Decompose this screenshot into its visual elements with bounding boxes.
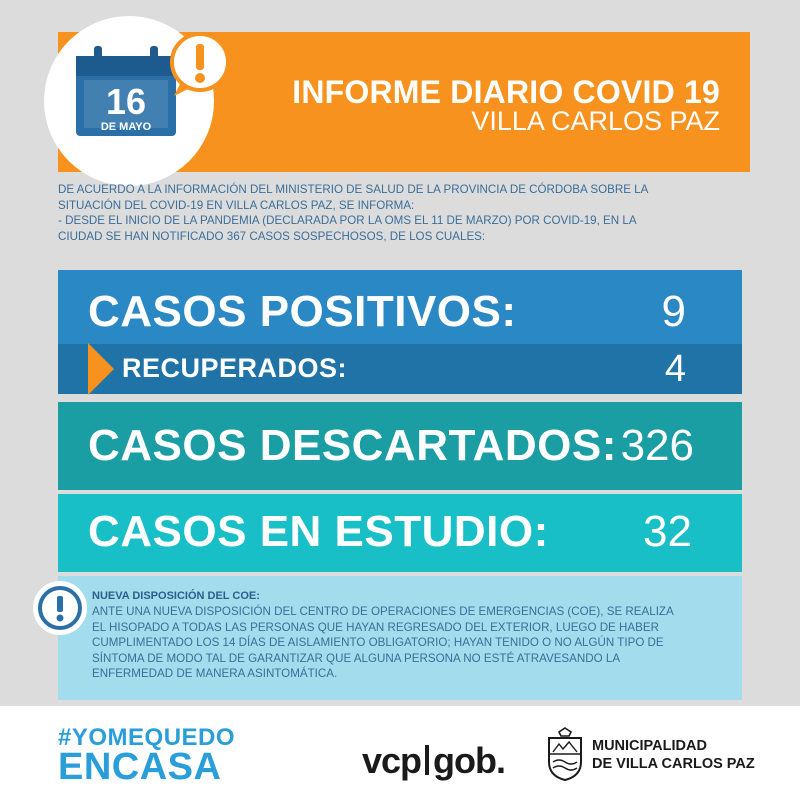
intro-line: DE ACUERDO A LA INFORMACIÓN DEL MINISTERIO DE SALUD DE LA PROVINCIA DE CÓRDOBA SOBRE LA — [58, 183, 649, 196]
notice-line: ENFERMEDAD DE MANERA ASINTOMÁTICA. — [92, 667, 338, 681]
notice-line: SÍNTOMA DE MODO TAL DE GARANTIZAR QUE ALGUNA PERSONA NO ESTÉ ATRAVESANDO LA — [92, 651, 621, 665]
positive-cases-band — [58, 270, 742, 352]
page-subtitle: VILLA CARLOS PAZ — [471, 106, 720, 136]
alert-bubble-icon — [166, 30, 236, 100]
exclamation-icon — [30, 578, 90, 638]
logo-separator — [425, 745, 429, 775]
notice-title: NUEVA DISPOSICIÓN DEL COE: — [92, 590, 260, 602]
notice-line: ANTE UNA NUEVA DISPOSICIÓN DEL CENTRO DE OPERACIONES DE EMERGENCIAS (COE), SE REALIZA — [92, 605, 674, 618]
calendar-day: 16 — [105, 81, 147, 122]
recovered-label: RECUPERADOS: — [122, 353, 348, 383]
calendar-icon — [72, 46, 180, 138]
study-cases-value: 32 — [643, 507, 692, 556]
discarded-cases-band — [58, 402, 742, 490]
intro-line: CIUDAD SE HAN NOTIFICADO 367 CASOS SOSPECHOSOS, DE LOS CUALES: — [58, 229, 486, 243]
municipality-line1: MUNICIPALIDAD — [592, 738, 707, 754]
crest-icon — [545, 726, 585, 782]
study-cases-label: CASOS EN ESTUDIO: — [88, 507, 549, 556]
vcp-left: vcp — [362, 740, 422, 781]
calendar-month: DE MAYO — [100, 121, 152, 133]
recovered-band — [58, 344, 742, 394]
page-title: INFORME DIARIO COVID 19 — [292, 74, 720, 110]
municipality-line2: DE VILLA CARLOS PAZ — [592, 756, 755, 772]
positive-cases-value: 9 — [661, 287, 686, 336]
intro-line: - DESDE EL INICIO DE LA PANDEMIA (DECLARADA POR LA OMS EL 11 DE MARZO) POR COVID-19, EN LA — [58, 214, 637, 227]
notice-line: CUMPLIMENTADO LOS 14 DÍAS DE AISLAMIENTO OBLIGATORIO; HAYAN TENIDO O NO ALGÚN TIPO DE — [92, 636, 664, 650]
hashtag-line2: ENCASA — [58, 746, 222, 788]
intro-text — [58, 182, 758, 244]
vcp-gob-logo — [362, 740, 505, 782]
recovered-value: 4 — [664, 348, 686, 390]
arrow-right-icon — [88, 343, 114, 395]
hashtag-line1: #YOMEQUEDO — [58, 724, 236, 751]
notice-body — [92, 604, 732, 682]
vcp-right: gob. — [433, 740, 506, 781]
discarded-cases-value: 326 — [620, 421, 694, 470]
intro-line: SITUACIÓN DEL COVID-19 EN VILLA CARLOS PAZ, SE INFORMA: — [58, 198, 415, 212]
study-cases-band — [58, 494, 742, 572]
discarded-cases-label: CASOS DESCARTADOS: — [88, 421, 617, 470]
positive-cases-label: CASOS POSITIVOS: — [88, 287, 517, 336]
notice-line: EL HISOPADO A TODAS LAS PERSONAS QUE HAYAN REGRESADO DEL EXTERIOR, LUEGO DE HABER — [92, 620, 659, 634]
